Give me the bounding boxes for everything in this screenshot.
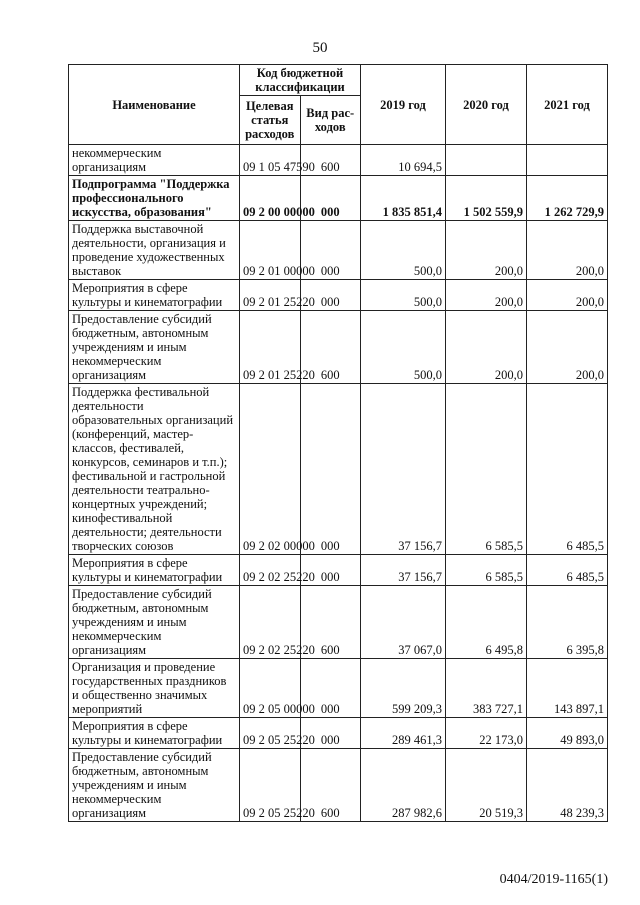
row-value-2019: 37 156,7 — [361, 384, 446, 555]
row-value-2021: 6 485,5 — [527, 384, 608, 555]
table-row — [69, 311, 608, 384]
row-name: Поддержка фестивальной деятельности образовательных организаций (конференций, мастер-классов, фестивалей, конкурсов, семинаров и т.п.); фестивальной и гастрольной деятельности театрально-концертных учреждений; кинофестивальной деятельности; деятельности творческих союзов — [69, 384, 240, 555]
row-value-2019: 1 835 851,4 — [361, 176, 446, 221]
row-name: Мероприятия в сфере культуры и кинематографии — [69, 280, 240, 311]
header-target: Целевая статья расходов — [240, 96, 301, 145]
row-target-code: 09 2 01 00000 — [240, 221, 301, 280]
row-value-2021 — [527, 145, 608, 176]
row-value-2019: 500,0 — [361, 221, 446, 280]
row-value-2019: 37 067,0 — [361, 586, 446, 659]
row-value-2019: 289 461,3 — [361, 718, 446, 749]
row-target-code: 09 2 05 25220 — [240, 749, 301, 822]
row-value-2020: 6 585,5 — [446, 555, 527, 586]
row-expense-type: 000 — [300, 718, 361, 749]
row-name: Мероприятия в сфере культуры и кинематографии — [69, 555, 240, 586]
row-target-code: 09 2 02 25220 — [240, 555, 301, 586]
row-value-2020: 22 173,0 — [446, 718, 527, 749]
row-value-2020: 200,0 — [446, 280, 527, 311]
row-expense-type: 600 — [300, 145, 361, 176]
row-expense-type: 000 — [300, 280, 361, 311]
row-value-2020: 200,0 — [446, 221, 527, 280]
header-2020: 2020 год — [446, 65, 527, 145]
row-target-code: 09 2 01 25220 — [240, 311, 301, 384]
row-expense-type: 000 — [300, 384, 361, 555]
row-value-2020 — [446, 145, 527, 176]
header-code-group: Код бюджетной классификации — [240, 65, 361, 96]
row-target-code: 09 2 00 00000 — [240, 176, 301, 221]
table-row — [69, 176, 608, 221]
row-name: Предоставление субсидий бюджетным, автономным учреждениям и иным некоммерческим организациям — [69, 586, 240, 659]
page-number: 50 — [312, 40, 328, 56]
header-row-top — [69, 65, 608, 96]
row-value-2020: 200,0 — [446, 311, 527, 384]
row-name: Подпрограмма "Поддержка профессионального искусства, образования" — [69, 176, 240, 221]
row-expense-type: 000 — [300, 659, 361, 718]
row-expense-type: 000 — [300, 555, 361, 586]
row-value-2019: 500,0 — [361, 280, 446, 311]
row-target-code: 09 2 05 00000 — [240, 659, 301, 718]
row-value-2020: 20 519,3 — [446, 749, 527, 822]
table-row — [69, 384, 608, 555]
table-row — [69, 221, 608, 280]
document-code: 0404/2019-1165(1) — [499, 872, 608, 887]
row-value-2021: 6 485,5 — [527, 555, 608, 586]
header-type: Вид рас-ходов — [300, 96, 361, 145]
table-row — [69, 749, 608, 822]
row-value-2021: 48 239,3 — [527, 749, 608, 822]
row-value-2021: 1 262 729,9 — [527, 176, 608, 221]
row-name: Организация и проведение государственных праздников и общественно значимых мероприятий — [69, 659, 240, 718]
row-target-code: 09 2 05 25220 — [240, 718, 301, 749]
row-value-2019: 599 209,3 — [361, 659, 446, 718]
row-value-2021: 200,0 — [527, 311, 608, 384]
row-value-2021: 200,0 — [527, 280, 608, 311]
row-expense-type: 000 — [300, 176, 361, 221]
row-value-2019: 10 694,5 — [361, 145, 446, 176]
header-2021: 2021 год — [527, 65, 608, 145]
header-name: Наименование — [69, 65, 240, 145]
row-value-2019: 37 156,7 — [361, 555, 446, 586]
table-row — [69, 659, 608, 718]
row-name: Предоставление субсидий бюджетным, автономным учреждениям и иным некоммерческим организациям — [69, 749, 240, 822]
table-body — [69, 145, 608, 822]
row-target-code: 09 2 02 00000 — [240, 384, 301, 555]
row-target-code: 09 2 01 25220 — [240, 280, 301, 311]
table-header — [69, 65, 608, 145]
row-target-code: 09 2 02 25220 — [240, 586, 301, 659]
table-row — [69, 586, 608, 659]
row-expense-type: 600 — [300, 586, 361, 659]
row-value-2020: 6 585,5 — [446, 384, 527, 555]
row-value-2020: 1 502 559,9 — [446, 176, 527, 221]
row-expense-type: 600 — [300, 749, 361, 822]
row-value-2020: 6 495,8 — [446, 586, 527, 659]
row-name: Поддержка выставочной деятельности, организация и проведение художественных выставок — [69, 221, 240, 280]
budget-table — [68, 64, 608, 822]
row-value-2021: 143 897,1 — [527, 659, 608, 718]
row-value-2021: 49 893,0 — [527, 718, 608, 749]
table-row — [69, 555, 608, 586]
row-expense-type: 000 — [300, 221, 361, 280]
row-value-2021: 6 395,8 — [527, 586, 608, 659]
row-name: Предоставление субсидий бюджетным, автономным учреждениям и иным некоммерческим организациям — [69, 311, 240, 384]
table-row — [69, 280, 608, 311]
header-2019: 2019 год — [361, 65, 446, 145]
row-target-code: 09 1 05 47590 — [240, 145, 301, 176]
row-value-2019: 287 982,6 — [361, 749, 446, 822]
row-value-2020: 383 727,1 — [446, 659, 527, 718]
table-row — [69, 145, 608, 176]
row-expense-type: 600 — [300, 311, 361, 384]
row-name: Мероприятия в сфере культуры и кинематографии — [69, 718, 240, 749]
row-name: некоммерческим организациям — [69, 145, 240, 176]
row-value-2021: 200,0 — [527, 221, 608, 280]
row-value-2019: 500,0 — [361, 311, 446, 384]
table-row — [69, 718, 608, 749]
